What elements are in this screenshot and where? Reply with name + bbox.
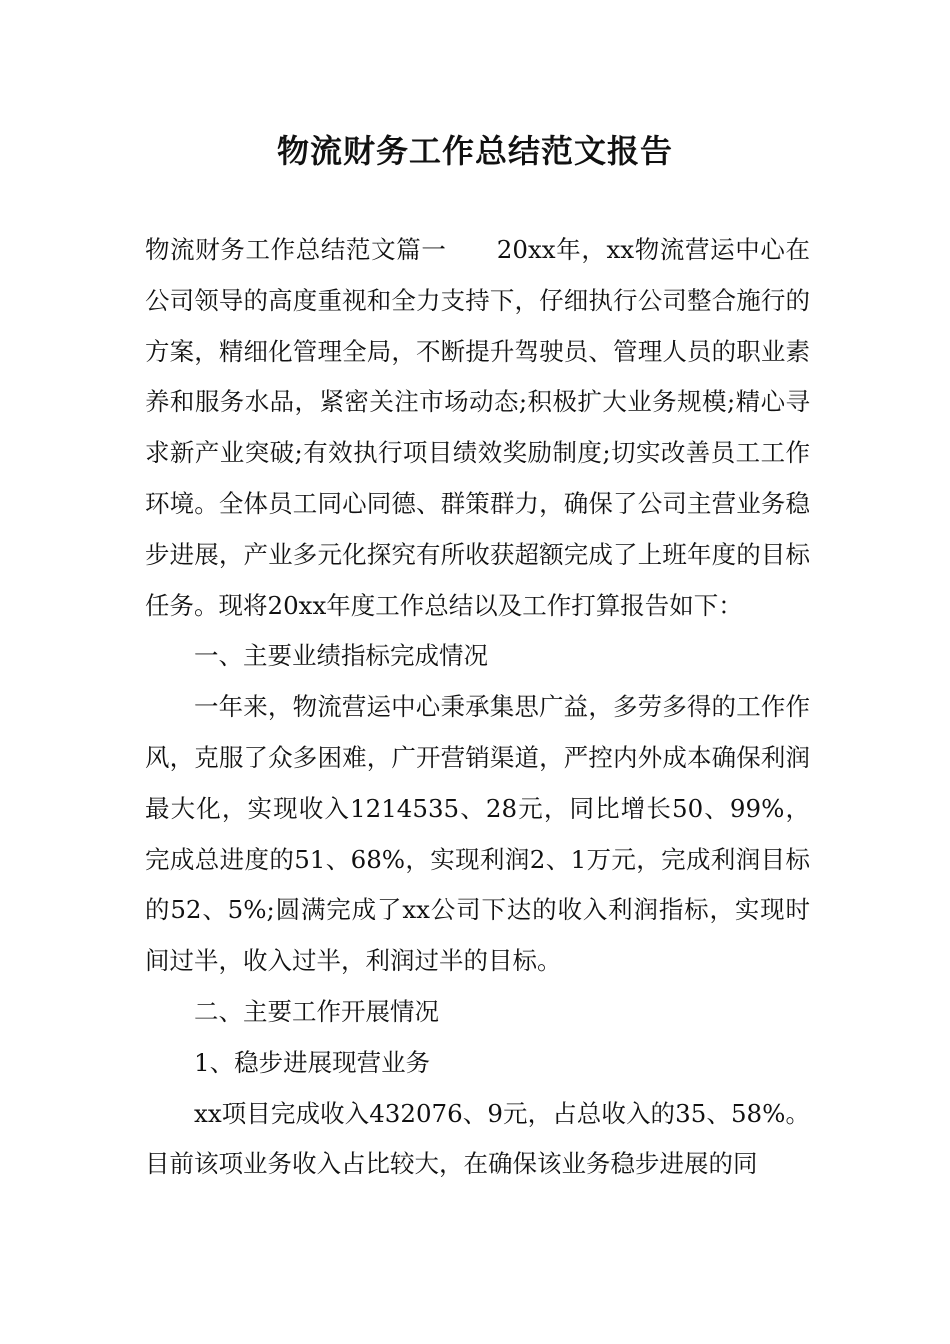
document-title: 物流财务工作总结范文报告 bbox=[276, 132, 673, 170]
document-body bbox=[145, 225, 810, 1190]
intro-paragraph: 物流财务工作总结范文篇一 20xx年，xx物流营运中心在公司领导的高度重视和全力支持下，仔细执行公司整合施行的方案，精细化管理全局，不断提升驾驶员、管理人员的职业素养和服务水品，紧密关注市场动态;积极扩大业务规模;精心寻求新产业突破;有效执行项目绩效奖励制度;切实改善员工工作环境。全体员工同心同德、群策群力，确保了公司主营业务稳步进展，产业多元化探究有所收获超额完成了上班年度的目标任务。现将20xx年度工作总结以及工作打算报告如下： bbox=[145, 235, 810, 620]
section-heading-work: 二、主要工作开展情况 bbox=[194, 996, 439, 1026]
performance-paragraph: 一年来，物流营运中心秉承集思广益，多劳多得的工作作风，克服了众多困难，广开营销渠道，严控内外成本确保利润最大化，实现收入1214535、28元，同比增长50、99%，完成总进度的51、68%，实现利润2、1万元，完成利润目标的52、5%;圆满完成了xx公司下达的收入利润指标，实现时间过半，收入过半，利润过半的目标。 bbox=[145, 692, 810, 976]
subsection-heading-business: 1、稳步进展现营业务 bbox=[194, 1047, 431, 1077]
section-heading-performance: 一、主要业绩指标完成情况 bbox=[194, 641, 488, 671]
business-paragraph: xx项目完成收入432076、9元，占总收入的35、58%。目前该项业务收入占比较大，在确保该业务稳步进展的同 bbox=[145, 1098, 810, 1179]
